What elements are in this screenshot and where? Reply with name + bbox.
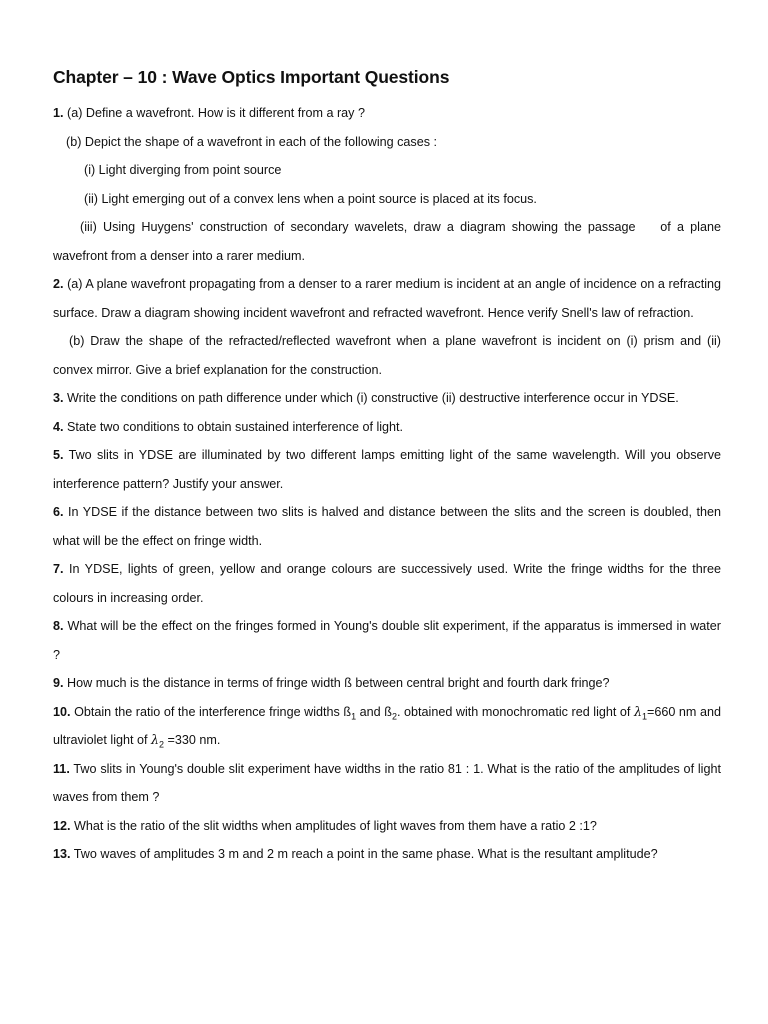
question-text: (i) Light diverging from point source	[84, 163, 282, 177]
question-number: 8.	[53, 619, 64, 633]
question-13	[53, 840, 721, 869]
question-1b-iii	[53, 213, 725, 270]
question-text: Write the conditions on path difference under which (i) constructive (ii) destructive interference occur in YDSE.	[63, 391, 679, 405]
question-4	[53, 413, 721, 442]
question-9	[53, 669, 721, 698]
question-1b-i	[53, 156, 721, 185]
question-2a	[53, 270, 721, 327]
question-text: =660 nm and ultraviolet light of	[53, 704, 721, 747]
question-5	[53, 441, 721, 498]
question-text: (a) A plane wavefront propagating from a denser to a rarer medium is incident at an angle of incidence on a refracting surface. Draw a diagram showing incident wavefront and refracted wavefront. Hence verify Snell's law of refraction.	[53, 277, 721, 320]
question-text: What is the ratio of the slit widths when amplitudes of light waves from them have a ratio 2 :1?	[70, 818, 597, 833]
question-number: 13.	[53, 847, 71, 861]
question-10	[53, 698, 721, 755]
document-page	[53, 64, 725, 869]
question-8	[53, 612, 721, 669]
question-2b	[53, 327, 721, 384]
question-text: =330 nm.	[164, 733, 221, 747]
question-7	[53, 555, 721, 612]
question-number: 12.	[53, 818, 71, 833]
subscript: 1	[641, 711, 647, 722]
question-1b-ii	[53, 185, 721, 214]
subscript: 1	[351, 711, 357, 722]
question-text: . obtained with monochromatic red light of	[396, 704, 634, 719]
question-12	[53, 812, 721, 841]
question-11	[53, 755, 721, 812]
question-3	[53, 384, 721, 413]
question-text: (b) Draw the shape of the refracted/reflected wavefront when a plane wavefront is incident on (i) prism and (ii) convex mirror. Give a brief explanation for the construction.	[53, 334, 721, 377]
question-text: State two conditions to obtain sustained interference of light.	[63, 419, 404, 434]
question-1a	[53, 99, 721, 128]
question-number: 11.	[53, 761, 70, 776]
lambda-symbol: λ	[151, 732, 159, 747]
page-title: Chapter – 10 : Wave Optics Important Questions	[53, 67, 450, 87]
question-text: What will be the effect on the fringes formed in Young's double slit experiment, if the apparatus is immersed in water ?	[53, 619, 721, 662]
question-text: In YDSE if the distance between two slits is halved and distance between the slits and the screen is doubled, then what will be the effect on fringe width.	[53, 505, 721, 548]
question-text: Two slits in Young's double slit experiment have widths in the ratio 81 : 1. What is the ratio of the amplitudes of light waves from them ?	[53, 761, 721, 804]
question-number: 2.	[53, 277, 64, 291]
question-text: (b) Depict the shape of a wavefront in each of the following cases :	[66, 134, 438, 149]
question-number: 1.	[53, 106, 64, 120]
question-text: Two waves of amplitudes 3 m and 2 m reach a point in the same phase. What is the resultant amplitude?	[70, 847, 658, 861]
lambda-symbol: λ	[634, 703, 642, 719]
question-number: 4.	[53, 419, 64, 434]
question-text: (a) Define a wavefront. How is it different from a ray ?	[63, 106, 365, 120]
subscript: 2	[159, 739, 165, 750]
subscript: 2	[391, 711, 397, 722]
question-number: 10.	[53, 704, 71, 719]
question-text: (ii) Light emerging out of a convex lens when a point source is placed at its focus.	[84, 191, 537, 206]
question-text: and ß	[356, 704, 392, 719]
question-number: 6.	[53, 505, 64, 519]
question-number: 9.	[53, 676, 64, 690]
question-text: (iii) Using Huygens' construction of secondary wavelets, draw a diagram showing the passage of a plane wavefront from a denser into a rarer medium.	[53, 220, 725, 263]
question-6	[53, 498, 721, 555]
question-text: In YDSE, lights of green, yellow and orange colours are successively used. Write the fringe widths for the three colours in increasing order.	[53, 562, 721, 605]
question-1b	[53, 128, 721, 157]
question-number: 5.	[53, 448, 64, 462]
question-number: 3.	[53, 391, 64, 405]
question-number: 7.	[53, 562, 64, 576]
question-text: How much is the distance in terms of fringe width ß between central bright and fourth dark fringe?	[63, 676, 610, 690]
question-text: Obtain the ratio of the interference fringe widths ß	[70, 704, 352, 719]
question-text: Two slits in YDSE are illuminated by two different lamps emitting light of the same wavelength. Will you observe interference pattern? Justify your answer.	[53, 448, 721, 491]
